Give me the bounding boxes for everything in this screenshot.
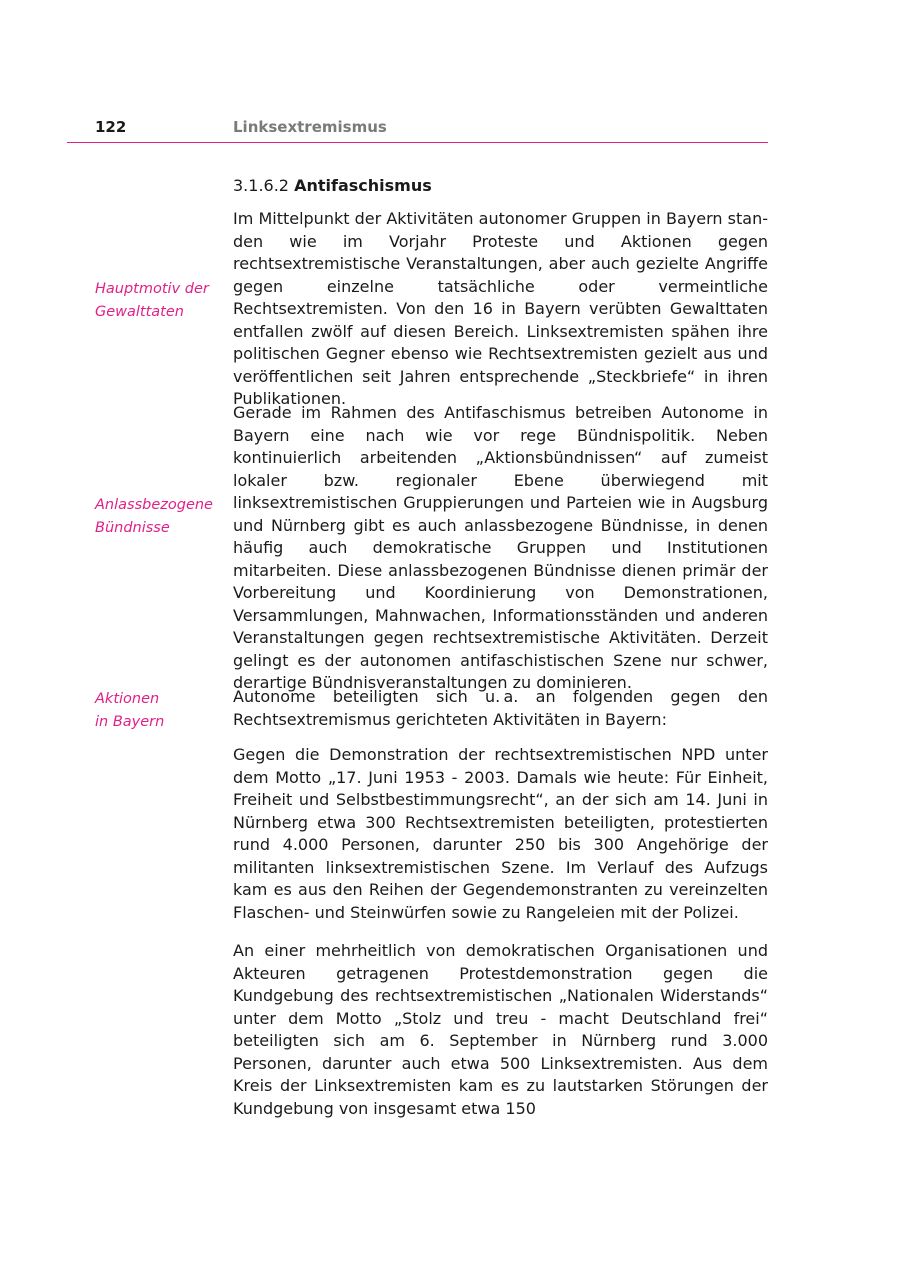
page-header <box>67 116 768 143</box>
section-number: 3.1.6.2 <box>233 176 289 195</box>
page-number: 122 <box>95 118 127 136</box>
margin-note-line: in Bayern <box>95 713 165 730</box>
margin-note-aktionen <box>95 688 225 733</box>
margin-note-line: Bündnisse <box>95 519 170 536</box>
margin-note-line: Anlassbezogene <box>95 497 213 513</box>
margin-note-line: Aktionen <box>95 691 160 707</box>
margin-note-line: Gewalttaten <box>95 303 184 320</box>
running-title: Linksextremismus <box>233 118 387 136</box>
margin-note-buendnisse <box>95 494 225 539</box>
paragraph-1: Im Mittelpunkt der Aktivitäten autonomer Gruppen in Bayern standen wie im Vorjahr Proteste und Aktionen gegen rechtsextremistische Veranstaltungen, aber auch gezielte Angriffe gegen einzelne tatsächliche oder vermeintliche Rechtsextremisten. Von den 16 in Bayern verübten Gewalttaten entfallen zwölf auf diesen Bereich. Linksextremisten spähen ihre politischen Gegner ebenso wie Rechtsextremisten gezielt aus und veröffentlichen seit Jahren entsprechende „Steckbriefe“ in ihren Publikationen. <box>233 209 768 408</box>
paragraph-5: An einer mehrheitlich von demokratischen Organisationen und Akteuren getragenen Protestdemonstration gegen die Kundgebung des rechtsextremistischen „Nationalen Widerstands“ unter dem Motto „Stolz und treu - macht Deutschland frei“ beteiligten sich am 6. September in Nürnberg rund 3.000 Personen, darunter auch etwa 500 Linksextremisten. Aus dem Kreis der Linksextremisten kam es zu lautstarken Störungen der Kundgebung von insgesamt etwa 150 <box>233 941 768 1118</box>
section-title: Antifaschismus <box>294 176 432 195</box>
paragraph-4: Gegen die Demonstration der rechtsextremistischen NPD unter dem Motto „17. Juni 1953 - 2003. Damals wie heute: Für Einheit, Freiheit und Selbstbestimmungsrecht“, an der sich am 14. Juni in Nürnberg etwa 300 Rechtsextremisten beteiligten, protestierten rund 4.000 Personen, darunter 250 bis 300 Angehörige der militanten linksextremistischen Szene. Im Verlauf des Aufzugs kam es aus den Reihen der Gegendemonstranten zu vereinzelten Flaschen- und Steinwürfen sowie zu Rangeleien mit der Polizei. <box>233 745 768 922</box>
margin-note-line: Hauptmotiv der <box>95 281 209 297</box>
paragraph-3: Autonome beteiligten sich u. a. an folgenden gegen den Rechtsextremismus gerichteten Aktivitäten in Bayern: <box>233 687 768 729</box>
margin-note-hauptmotiv <box>95 278 225 323</box>
paragraph-2: Gerade im Rahmen des Antifaschismus betreiben Autonome in Bayern eine nach wie vor rege Bündnispolitik. Neben kontinuierlich arbeitenden „Aktionsbündnissen“ auf zumeist lokaler bzw. regionaler Ebene überwiegend mit linksextremistischen Gruppierungen und Parteien wie in Augsburg und Nürnberg gibt es auch anlassbezogene Bündnisse, in denen häufig auch demokratische Gruppen und Institutionen mitarbeiten. Diese anlassbezogenen Bündnisse dienen primär der Vorbereitung und Koordinierung von Demonstrationen, Versammlungen, Mahnwachen, Informationsständen und anderen Veranstaltungen gegen rechtsextremistische Aktivitäten. Derzeit gelingt es der autonomen antifaschistischen Szene nur schwer, derartige Bündnisveranstaltungen zu dominieren. <box>233 403 768 692</box>
section-heading <box>233 176 432 195</box>
